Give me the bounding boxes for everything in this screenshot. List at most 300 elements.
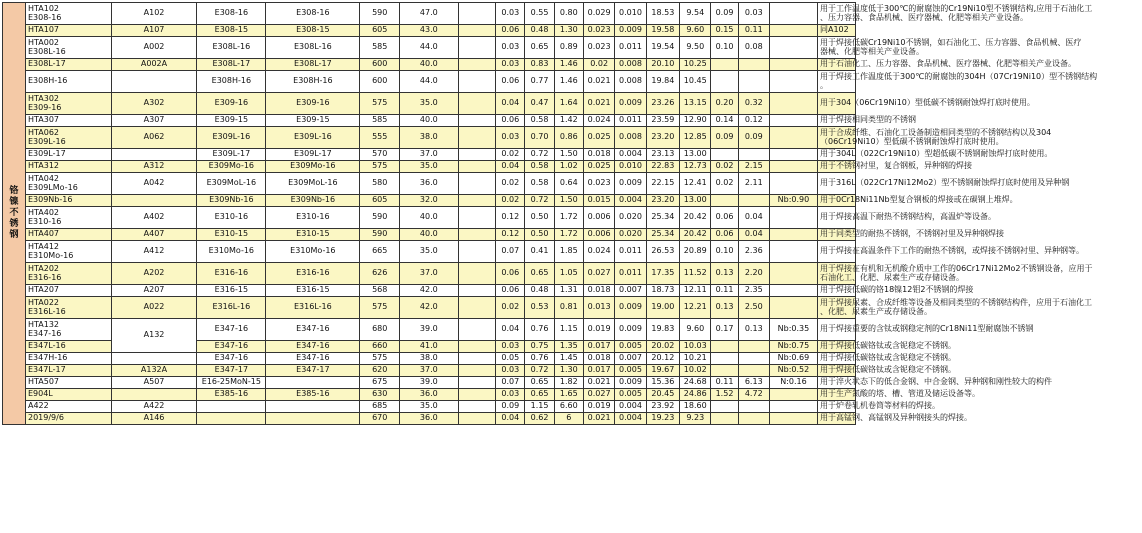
cell-mo xyxy=(711,71,738,93)
cell-p: 0.009 xyxy=(615,377,646,389)
table-row xyxy=(3,37,1140,59)
cell-s: 0.024 xyxy=(583,115,614,127)
cell-aws: E308-15 xyxy=(197,25,266,37)
cell-aws: E308L-16 xyxy=(197,37,266,59)
cell-mn: 1.65 xyxy=(554,389,583,401)
cell-p: 0.005 xyxy=(615,365,646,377)
cell-rm: 680 xyxy=(360,319,400,341)
usage-cell xyxy=(817,173,1070,195)
table-row xyxy=(3,207,1140,229)
usage-cell xyxy=(817,377,1052,389)
cell-mn: 0.86 xyxy=(554,127,583,149)
cell-gb: A307 xyxy=(111,115,197,127)
cell-aws: E316-16 xyxy=(197,263,266,285)
cell-text: E308H-16 xyxy=(27,76,68,86)
model-cell xyxy=(25,37,111,59)
cell-p: 0.008 xyxy=(615,59,646,71)
cell-mn: 0.80 xyxy=(554,3,583,25)
cell-p: 0.009 xyxy=(615,173,646,195)
cell-a: 42.0 xyxy=(400,297,459,319)
cell-mo: 0.11 xyxy=(711,377,738,389)
cell-mo: 0.09 xyxy=(711,3,738,25)
cell-ni: 20.42 xyxy=(680,229,711,241)
cell-other xyxy=(769,59,817,71)
cell-ni: 12.73 xyxy=(680,161,711,173)
cell-gb2: E347-16 xyxy=(266,353,360,365)
cell-rm: 568 xyxy=(360,285,400,297)
cell-x1 xyxy=(458,59,496,71)
cell-a: 44.0 xyxy=(400,37,459,59)
cell-s: 0.017 xyxy=(583,365,614,377)
cell-a: 44.0 xyxy=(400,71,459,93)
cell-text: 用于焊接低碳铬钛或含铌稳定不锈钢。 xyxy=(819,341,956,351)
cell-text: E308L-17 xyxy=(27,59,66,69)
cell-c: 0.09 xyxy=(496,401,525,413)
cell-gb2: E385-16 xyxy=(266,389,360,401)
cell-si: 0.53 xyxy=(525,297,554,319)
cell-rm: 590 xyxy=(360,207,400,229)
model-cell xyxy=(25,401,111,413)
cell-text: E309LMo-16 xyxy=(27,182,78,192)
cell-aws: E316L-16 xyxy=(197,297,266,319)
cell-mn: 1.05 xyxy=(554,263,583,285)
usage-cell xyxy=(817,195,1018,207)
cell-mo xyxy=(711,149,738,161)
cell-mo: 0.10 xyxy=(711,241,738,263)
cell-cr: 18.73 xyxy=(646,285,679,297)
model-cell xyxy=(25,115,111,127)
cell-text: 用于焊接在有机和无机酸介质中工作的06Cr17Ni12Mo2不锈钢设备，应用于 xyxy=(819,263,1093,273)
cell-mo: 0.17 xyxy=(711,319,738,341)
cell-other xyxy=(769,93,817,115)
cell-text: HTA412 xyxy=(27,241,60,251)
cell-other xyxy=(769,297,817,319)
cell-c: 0.03 xyxy=(496,389,525,401)
cell-c: 0.04 xyxy=(496,413,525,425)
category-char: 不 xyxy=(9,208,19,218)
cell-aws: E16-25MoN-15 xyxy=(197,377,266,389)
cell-text: 用于焊接重要的含钛或钢稳定剂的Cr18Ni11型耐腐蚀不锈钢 xyxy=(819,324,1034,334)
cell-c: 0.03 xyxy=(496,127,525,149)
cell-si: 1.15 xyxy=(525,401,554,413)
cell-si: 0.41 xyxy=(525,241,554,263)
cell-aws: E309L-16 xyxy=(197,127,266,149)
cell-cu: 0.04 xyxy=(738,229,769,241)
cell-c: 0.04 xyxy=(496,319,525,341)
cell-gb xyxy=(111,149,197,161)
cell-si: 0.65 xyxy=(525,263,554,285)
cell-text: A422 xyxy=(27,401,49,411)
cell-text: （06Cr19Ni10）型低碳不锈钢耐蚀焊打底时使用。 xyxy=(819,136,1004,146)
cell-ni: 24.68 xyxy=(680,377,711,389)
cell-text: 用于生产氮酸的塔、槽、管道及储运设备等。 xyxy=(819,389,980,399)
table-row xyxy=(3,229,1140,241)
cell-text: E309Nb-16 xyxy=(27,195,73,205)
cell-other xyxy=(769,413,817,425)
model-cell xyxy=(25,319,111,341)
cell-gb: A022 xyxy=(111,297,197,319)
cell-c: 0.06 xyxy=(496,25,525,37)
cell-x1 xyxy=(458,25,496,37)
table-row xyxy=(3,93,1140,115)
cell-cr: 20.10 xyxy=(646,59,679,71)
cell-si: 0.48 xyxy=(525,285,554,297)
cell-text: 用于0Cr18Ni11Nb型复合钢板的焊接或在碳钢上堆焊。 xyxy=(819,195,1018,205)
cell-s: 0.021 xyxy=(583,413,614,425)
cell-p: 0.007 xyxy=(615,285,646,297)
cell-mn: 1.50 xyxy=(554,149,583,161)
usage-cell xyxy=(817,365,956,377)
cell-text: E316L-16 xyxy=(27,306,66,316)
model-cell xyxy=(25,389,111,401)
cell-cu xyxy=(738,341,769,353)
cell-si: 0.83 xyxy=(525,59,554,71)
cell-x1 xyxy=(458,149,496,161)
cell-gb: A102 xyxy=(111,3,197,25)
table-row xyxy=(3,173,1140,195)
model-cell xyxy=(25,173,111,195)
cell-a: 37.0 xyxy=(400,263,459,285)
usage-cell xyxy=(817,115,916,127)
cell-ni: 9.60 xyxy=(680,319,711,341)
cell-gb2: E310-15 xyxy=(266,229,360,241)
model-cell xyxy=(25,341,111,353)
cell-other xyxy=(769,229,817,241)
category-label xyxy=(3,3,26,425)
table-row xyxy=(3,241,1140,263)
model-cell xyxy=(25,127,111,149)
cell-cu: 0.03 xyxy=(738,3,769,25)
cell-other: Nb:0.90 xyxy=(769,195,817,207)
cell-p: 0.020 xyxy=(615,207,646,229)
cell-cr: 19.84 xyxy=(646,71,679,93)
cell-gb2: E308L-17 xyxy=(266,59,360,71)
table-row xyxy=(3,195,1140,207)
cell-a: 35.0 xyxy=(400,161,459,173)
cell-other xyxy=(769,263,817,285)
cell-si: 0.70 xyxy=(525,127,554,149)
usage-cell xyxy=(817,59,1076,71)
cell-text: 器械、化肥等相关产业设备。 xyxy=(819,46,924,56)
cell-text: E347L-16 xyxy=(27,341,66,351)
cell-ni: 18.60 xyxy=(680,401,711,413)
cell-rm: 670 xyxy=(360,413,400,425)
cell-rm: 605 xyxy=(360,195,400,207)
cell-x1 xyxy=(458,365,496,377)
cell-gb2: E316-15 xyxy=(266,285,360,297)
cell-a: 37.0 xyxy=(400,365,459,377)
cell-gb2: E309L-16 xyxy=(266,127,360,149)
cell-mn: 1.30 xyxy=(554,25,583,37)
cell-text: 用于炉卷轧机卷筒等材料的焊接。 xyxy=(819,401,940,411)
cell-text: E347H-16 xyxy=(27,353,68,363)
cell-text: 、化肥、尿素生产或存储设备。 xyxy=(819,306,932,316)
cell-mn: 1.45 xyxy=(554,353,583,365)
cell-a: 39.0 xyxy=(400,377,459,389)
table-row xyxy=(3,263,1140,285)
cell-cr: 19.58 xyxy=(646,25,679,37)
cell-cu xyxy=(738,195,769,207)
cell-ni: 20.42 xyxy=(680,207,711,229)
cell-text: HTA507 xyxy=(27,377,60,387)
cell-other xyxy=(769,149,817,161)
cell-other xyxy=(769,71,817,93)
cell-text: HTA022 xyxy=(27,297,60,307)
cell-aws: E347-16 xyxy=(197,353,266,365)
cell-cr: 22.15 xyxy=(646,173,679,195)
cell-si: 0.55 xyxy=(525,3,554,25)
cell-rm: 665 xyxy=(360,241,400,263)
cell-x1 xyxy=(458,389,496,401)
cell-ni: 12.11 xyxy=(680,285,711,297)
cell-cu: 0.13 xyxy=(738,319,769,341)
cell-s: 0.019 xyxy=(583,319,614,341)
cell-cr: 17.35 xyxy=(646,263,679,285)
model-cell xyxy=(25,3,111,25)
category-char: 钢 xyxy=(9,230,19,240)
table-row xyxy=(3,353,1140,365)
cell-mn: 0.81 xyxy=(554,297,583,319)
cell-rm: 626 xyxy=(360,263,400,285)
cell-a: 40.0 xyxy=(400,115,459,127)
cell-c: 0.03 xyxy=(496,3,525,25)
cell-s: 0.025 xyxy=(583,127,614,149)
cell-x1 xyxy=(458,71,496,93)
usage-cell xyxy=(817,297,1092,319)
cell-cr: 26.53 xyxy=(646,241,679,263)
cell-cr: 23.20 xyxy=(646,127,679,149)
cell-rm: 570 xyxy=(360,149,400,161)
cell-mn: 1.30 xyxy=(554,365,583,377)
cell-p: 0.007 xyxy=(615,353,646,365)
model-cell xyxy=(25,285,111,297)
cell-gb2: E347-16 xyxy=(266,341,360,353)
cell-rm: 575 xyxy=(360,93,400,115)
cell-c: 0.03 xyxy=(496,37,525,59)
cell-text: 用于不锈钢衬里，复合钢板，异种钢的焊接 xyxy=(819,161,972,171)
cell-text: E316-16 xyxy=(27,272,62,282)
cell-cr: 20.02 xyxy=(646,341,679,353)
cell-gb: A002 xyxy=(111,37,197,59)
cell-text: 用于焊接相同类型的不锈钢 xyxy=(819,115,916,125)
cell-gb xyxy=(111,353,197,365)
cell-other xyxy=(769,25,817,37)
cell-a: 35.0 xyxy=(400,93,459,115)
cell-p: 0.011 xyxy=(615,115,646,127)
cell-si: 0.58 xyxy=(525,115,554,127)
cell-cr: 22.83 xyxy=(646,161,679,173)
cell-s: 0.006 xyxy=(583,207,614,229)
usage-cell xyxy=(817,207,996,229)
cell-x1 xyxy=(458,377,496,389)
cell-cu xyxy=(738,149,769,161)
cell-gb xyxy=(111,71,197,93)
cell-aws: E316-15 xyxy=(197,285,266,297)
cell-s: 0.023 xyxy=(583,173,614,195)
cell-text: HTA002 xyxy=(27,37,60,47)
cell-s: 0.021 xyxy=(583,71,614,93)
usage-cell xyxy=(817,341,956,353)
table-row xyxy=(3,59,1140,71)
cell-text: 用于焊接低碳铬钛或含铌稳定不锈钢。 xyxy=(819,365,956,375)
cell-aws: E347-16 xyxy=(197,341,266,353)
cell-s: 0.021 xyxy=(583,377,614,389)
cell-rm: 580 xyxy=(360,173,400,195)
cell-aws: E385-16 xyxy=(197,389,266,401)
cell-gb2: E309-15 xyxy=(266,115,360,127)
table-row xyxy=(3,71,1140,93)
model-cell xyxy=(25,149,111,161)
cell-si: 0.50 xyxy=(525,207,554,229)
cell-aws: E309-15 xyxy=(197,115,266,127)
cell-text: E308-16 xyxy=(27,12,62,22)
cell-cu xyxy=(738,413,769,425)
cell-a: 42.0 xyxy=(400,285,459,297)
cell-text: HTA107 xyxy=(27,25,60,35)
cell-other xyxy=(769,127,817,149)
cell-text: 用于同类型的耐热不锈钢，不锈钢衬里及异种钢焊接 xyxy=(819,229,1004,239)
cell-text: E309L-17 xyxy=(27,149,66,159)
cell-gb2: E308L-16 xyxy=(266,37,360,59)
model-cell xyxy=(25,207,111,229)
cell-si: 0.72 xyxy=(525,195,554,207)
cell-mo: 0.20 xyxy=(711,93,738,115)
cell-ni: 9.50 xyxy=(680,37,711,59)
cell-text: 用于石油化工、压力容器、食品机械、医疗器械、化肥等相关产业设备。 xyxy=(819,59,1076,69)
cell-x1 xyxy=(458,297,496,319)
model-cell xyxy=(25,413,111,425)
cell-a: 37.0 xyxy=(400,149,459,161)
cell-mo: 0.15 xyxy=(711,25,738,37)
usage-cell xyxy=(817,3,1093,25)
cell-ni: 10.25 xyxy=(680,59,711,71)
cell-mo xyxy=(711,195,738,207)
cell-mn: 1.35 xyxy=(554,341,583,353)
cell-other xyxy=(769,173,817,195)
cell-text: 用于焊接工作温度低于300℃的耐腐蚀的304H（07Cr19Ni10）型不锈钢结构 xyxy=(819,71,1098,81)
cell-text: 2019/9/6 xyxy=(27,413,64,423)
cell-text: E310Mo-16 xyxy=(27,250,74,260)
table-row xyxy=(3,115,1140,127)
cell-p: 0.005 xyxy=(615,341,646,353)
cell-gb: A507 xyxy=(111,377,197,389)
cell-cu: 0.04 xyxy=(738,207,769,229)
cell-c: 0.03 xyxy=(496,59,525,71)
cell-rm: 660 xyxy=(360,341,400,353)
cell-x1 xyxy=(458,413,496,425)
cell-gb2: E310-16 xyxy=(266,207,360,229)
cell-text: HTA102 xyxy=(27,3,60,13)
cell-cr: 20.12 xyxy=(646,353,679,365)
cell-rm: 585 xyxy=(360,115,400,127)
cell-mn: 1.42 xyxy=(554,115,583,127)
cell-text: HTA407 xyxy=(27,229,60,239)
cell-text: E347-16 xyxy=(27,328,62,338)
cell-s: 0.02 xyxy=(583,59,614,71)
cell-text: 用于合成纤维、石油化工设备制造相同类型的不锈钢结构以及304 xyxy=(819,127,1052,137)
cell-aws: E310-15 xyxy=(197,229,266,241)
cell-rm: 620 xyxy=(360,365,400,377)
model-cell xyxy=(25,161,111,173)
cell-si: 0.77 xyxy=(525,71,554,93)
cell-s: 0.018 xyxy=(583,285,614,297)
cell-text: HTA042 xyxy=(27,173,60,183)
cell-a: 41.0 xyxy=(400,341,459,353)
cell-x1 xyxy=(458,401,496,413)
cell-aws xyxy=(197,413,266,425)
cell-aws: E309Nb-16 xyxy=(197,195,266,207)
cell-rm: 575 xyxy=(360,297,400,319)
cell-x1 xyxy=(458,285,496,297)
cell-text: 、压力容器、食品机械、医疗器械、化肥等相关产业设备。 xyxy=(819,12,1028,22)
cell-si: 0.72 xyxy=(525,365,554,377)
cell-x1 xyxy=(458,341,496,353)
cell-cr: 19.00 xyxy=(646,297,679,319)
cell-text: 用于焊接低碳铬钛或含铌稳定不锈钢。 xyxy=(819,353,956,363)
cell-ni: 10.03 xyxy=(680,341,711,353)
cell-cr: 23.20 xyxy=(646,195,679,207)
cell-rm: 575 xyxy=(360,161,400,173)
cell-mn: 1.31 xyxy=(554,285,583,297)
cell-a: 32.0 xyxy=(400,195,459,207)
cell-p: 0.009 xyxy=(615,25,646,37)
cell-text: 用于工作温度低于300℃的耐腐蚀的Cr19Ni10型不锈钢结构,应用于石油化工 xyxy=(819,3,1093,13)
cell-mn: 1.82 xyxy=(554,377,583,389)
cell-p: 0.008 xyxy=(615,127,646,149)
cell-s: 0.029 xyxy=(583,3,614,25)
cell-c: 0.06 xyxy=(496,115,525,127)
cell-c: 0.03 xyxy=(496,341,525,353)
cell-text: HTA202 xyxy=(27,263,60,273)
cell-mo: 0.10 xyxy=(711,37,738,59)
usage-cell xyxy=(817,401,940,413)
cell-si: 0.65 xyxy=(525,37,554,59)
cell-cu xyxy=(738,71,769,93)
cell-cu: 2.20 xyxy=(738,263,769,285)
cell-x1 xyxy=(458,161,496,173)
cell-rm: 555 xyxy=(360,127,400,149)
cell-gb2 xyxy=(266,377,360,389)
cell-other xyxy=(769,37,817,59)
cell-mn: 1.02 xyxy=(554,161,583,173)
cell-other xyxy=(769,241,817,263)
table-row xyxy=(3,25,1140,37)
table-row xyxy=(3,285,1140,297)
cell-p: 0.020 xyxy=(615,229,646,241)
cell-ni: 13.15 xyxy=(680,93,711,115)
usage-cell xyxy=(817,285,974,297)
cell-x1 xyxy=(458,195,496,207)
cell-rm: 605 xyxy=(360,25,400,37)
cell-mn: 1.46 xyxy=(554,59,583,71)
cell-text: 用于淬火状态下的低合金钢、中合金钢、异种钢和刚性较大的构件 xyxy=(819,377,1052,387)
cell-gb: A312 xyxy=(111,161,197,173)
cell-si: 0.76 xyxy=(525,353,554,365)
usage-cell xyxy=(817,93,1035,115)
table-row xyxy=(3,127,1140,149)
cell-other: Nb:0.69 xyxy=(769,353,817,365)
usage-cell xyxy=(817,353,956,365)
cell-text: HTA312 xyxy=(27,161,60,171)
cell-text: E309L-16 xyxy=(27,136,66,146)
cell-c: 0.05 xyxy=(496,353,525,365)
cell-text: HTA062 xyxy=(27,127,60,137)
cell-x1 xyxy=(458,207,496,229)
model-cell xyxy=(25,195,111,207)
usage-cell xyxy=(817,319,1034,341)
cell-text: 用于高锰钢、高锰钢及异种钢接头的焊接。 xyxy=(819,413,972,423)
cell-s: 0.013 xyxy=(583,297,614,319)
